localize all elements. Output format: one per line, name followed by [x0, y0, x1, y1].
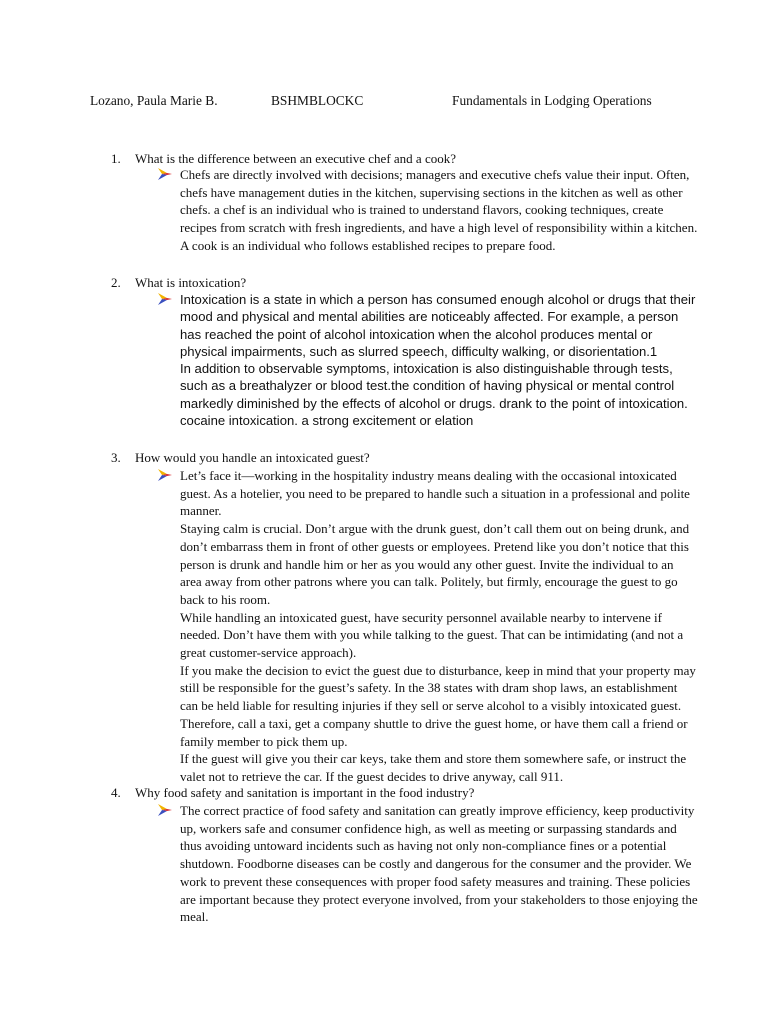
answer-paragraph: Staying calm is crucial. Don’t argue with the drunk guest, don’t call them out on being drunk, and don’t embarrass them in front of other guests or employees. Pretend like you don’t notice that this person is drunk and handle him or her as you would any other guest. Invite the individual to an area away from other patrons where you can talk. Politely, but firmly, encourage the guest to go back to his room.	[180, 521, 690, 607]
answer-paragraph: If the guest will give you their car keys, take them and store them somewhere safe, or instruct the valet not to retrieve the car. If the guest decides to drive anyway, call 911.	[180, 751, 687, 784]
arrow-bullet-icon	[158, 293, 172, 305]
answer-paragraph: If you make the decision to evict the guest due to disturbance, keep in mind that your property may still be responsible for the guest’s safety. In the 38 states with dram shop laws, an establishment can be held liable for resulting injuries if they sell or serve alcohol to a visibly intoxicated guest. Therefore, call a taxi, get a company shuttle to drive the guest home, or have them call a friend or family member to pick them up.	[180, 662, 696, 749]
section-code: BSHMBLOCKC	[271, 93, 364, 108]
question-number: 2.	[111, 275, 121, 290]
student-name: Lozano, Paula Marie B.	[90, 93, 218, 108]
question-number: 1.	[111, 151, 121, 166]
course-title: Fundamentals in Lodging Operations	[452, 93, 652, 108]
answer-paragraph: Intoxication is a state in which a person has consumed enough alcohol or drugs that their mood and physical and mental abilities are noticeably affected. For example, a person has reached the point of alcohol intoxication when the alcohol produces mental or physical impairments, such as slurred speech, difficulty walking, or disorientation.1	[180, 292, 696, 359]
question-number: 3.	[111, 450, 121, 465]
arrow-bullet-icon	[158, 804, 172, 816]
question-text: Why food safety and sanitation is important in the food industry?	[135, 785, 475, 800]
question-number: 4.	[111, 785, 121, 800]
arrow-bullet-icon	[158, 168, 172, 180]
question-text: What is the difference between an executive chef and a cook?	[135, 151, 456, 166]
question-3	[111, 450, 370, 466]
question-2	[111, 275, 246, 291]
question-text: What is intoxication?	[135, 275, 247, 290]
answer-paragraph: While handling an intoxicated guest, have security personnel available nearby to intervene if needed. Don’t have them with you while talking to the guest. That can be intimidating (and not a great customer-service approach).	[180, 609, 684, 661]
answer-paragraph: The correct practice of food safety and sanitation can greatly improve efficiency, keep productivity up, workers safe and consumer confidence high, as well as meeting or surpassing standards and thus avoiding untoward incidents such as having not only non-compliance fines or a potential shutdown. Foodborne diseases can be costly and dangerous for the consumer and the provider. We work to prevent these consequences with proper food safety measures and training. These policies are important because they protect everyone involved, from your stakeholders to those enjoying the meal.	[180, 803, 698, 925]
answer-1	[158, 166, 698, 255]
answer-paragraph: Chefs are directly involved with decisions; managers and executive chefs value their input. Often, chefs have management duties in the kitchen, supervising sections in the kitchen as well as other chefs. a chef is an individual who is trained to understand flavors, cooking techniques, create recipes from scratch with fresh ingredients, and have a high level of responsibility within a kitchen. A cook is an individual who follows established recipes to prepare food.	[180, 167, 698, 253]
question-4	[111, 785, 474, 801]
answer-paragraph: Let’s face it—working in the hospitality industry means dealing with the occasional intoxicated guest. As a hotelier, you need to be prepared to handle such a situation in a professional and polite manner.	[180, 468, 690, 519]
question-1	[111, 151, 456, 167]
question-text: How would you handle an intoxicated guest?	[135, 450, 370, 465]
answer-4	[158, 802, 698, 926]
answer-3	[158, 467, 698, 786]
arrow-bullet-icon	[158, 469, 172, 481]
answer-paragraph: In addition to observable symptoms, intoxication is also distinguishable through tests, such as a breathalyzer or blood test.the condition of having physical or mental control markedly diminished by the effects of alcohol or drugs. drank to the point of intoxication. cocaine intoxication. a strong excitement or elation	[180, 361, 688, 429]
answer-2	[158, 291, 698, 429]
